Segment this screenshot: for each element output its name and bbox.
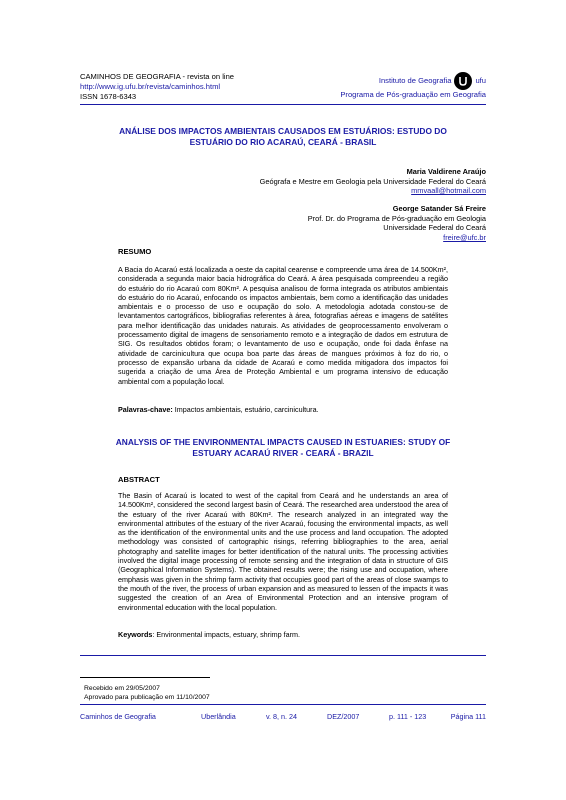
page-footer [80,712,486,724]
author-1-name: Maria Valdirene Araújo [406,167,486,176]
title-en-line1: ANALYSIS OF THE ENVIRONMENTAL IMPACTS CAUSED IN ESTUARIES: STUDY OF [115,437,451,447]
footer-city: Uberlândia [201,712,236,721]
resumo-heading: RESUMO [118,247,152,256]
keywords-pt: Impactos ambientais, estuário, carcinicultura. [174,405,319,414]
author-2-email-link[interactable]: freire@ufc.br [443,232,486,242]
author-1 [260,167,486,196]
title-english [80,437,486,459]
author-2 [308,204,486,242]
logo-text: ufu [475,76,486,85]
institute-row [340,72,486,90]
footer-volume: v. 8, n. 24 [266,712,298,721]
abstract-keywords [118,630,448,639]
journal-url-link[interactable]: http://www.ig.ufu.br/revista/caminhos.html [80,82,221,91]
approved-date: Aprovado para publicação em 11/10/2007 [84,694,210,701]
resumo-keywords [118,405,448,414]
author-2-affiliation-line2: Universidade Federal do Ceará [383,223,486,233]
abstract-text: The Basin of Acaraú is located to west of the capital from Ceará and he understands an area of 14.500Km², considered the second largest basin of Ceará. The researched area understood the area of the estuary of the river Acaraú with 80Km². The research analyzed in an integrated way the environmental attributes of the estuary of the river Acaraú, focusing the environmental impacts, as well as the identification of the environmental units and the use process and land occupation. The adopted methodology was consisted of cartographic risings, referring bibliographies to the area, aerial photography and satellite images for better identification of the natural units. The processing activities involved the digital image processing of remote sensing and the integration of data in structure of GIS (Geographical Information Systems). The obtained results were; the rising use and occupation, where emphasis was given in the shrimp farm activity that occupies good part of the areas of close swamps to the mouth of the river, the process of urban expansion and as measured to lessen of the impacts it was suggested the creation of an Area of Environmental Protection and an intensive program of environmental education with the local population. [118,491,448,612]
keywords-label-en: Keywords [118,630,153,639]
footer-divider [80,704,486,705]
journal-header [80,72,234,102]
footer-date: DEZ/2007 [327,712,360,721]
author-2-name: George Satander Sá Freire [392,204,486,213]
abstract-heading: ABSTRACT [118,475,160,484]
resumo-text: A Bacia do Acaraú está localizada a oeste da capital cearense e compreende uma área de 14.500Km², considerada a segunda maior bacia hidrográfica do Ceará. A área pesquisada compreendeu a região do estuário do rio Acaraú com 80Km². A pesquisa analisou de forma integrada os atributos ambientais do estuário do rio Acaraú, enfocando os impactos ambientais, bem como a identificação das unidades ambientais e o processo de uso e ocupação do solo. A metodologia adotada constou-se de levantamentos cartográficos, bibliografias referentes à área, fotografias aéreas e imagens de satélites para melhor identificação das unidades naturais. As atividades de geoprocessamento envolveram o processamento digital de imagens de sensoriamento remoto e a integração de dados em estrutura de SIG. Os resultados obtidos foram; o levantamento de uso e ocupação, onde foi dada ênfase na atividade de carcinicultura que ocupa boa parte das áreas de mangues próximos à foz do rio, o processo de expansão urbana da cidade de Acaraú e como medida mitigadora dos impactos foi sugerida a criação de uma Área de Proteção Ambiental e um programa intensivo de educação ambiental com a população local. [118,265,448,386]
author-1-affiliation: Geógrafa e Mestre em Geologia pela Universidade Federal do Ceará [259,176,486,186]
issn: ISSN 1678-6343 [80,92,137,101]
author-1-email-link[interactable]: mmvaall@hotmail.com [411,186,486,196]
header-divider [80,104,486,105]
author-2-affiliation-line1: Prof. Dr. do Programa de Pós-graduação em Geologia [307,213,486,223]
section-divider [80,655,486,656]
title-portuguese [80,126,486,148]
footnote-rule [80,677,210,678]
footnotes [84,684,210,702]
footer-journal: Caminhos de Geografia [80,712,156,721]
keywords-label-pt: Palavras-chave: [118,405,173,414]
received-date: Recebido em 29/05/2007 [84,685,160,692]
title-pt-line2: ESTUÁRIO DO RIO ACARAÚ, CEARÁ - BRASIL [189,137,377,147]
footer-pages: p. 111 - 123 [389,712,427,721]
footer-page-number: Página 111 [450,712,486,721]
ufu-logo-icon [454,72,472,90]
institution-header [340,72,486,100]
title-pt-line1: ANÁLISE DOS IMPACTOS AMBIENTAIS CAUSADOS EM ESTUÁRIOS: ESTUDO DO [119,126,447,136]
keywords-en: : Environmental impacts, estuary, shrimp farm. [152,630,301,639]
program-name: Programa de Pós-graduação em Geografia [340,90,486,99]
title-en-line2: ESTUARY ACARAÚ RIVER - CEARÁ - BRAZIL [192,448,374,458]
institute-name: Instituto de Geografia [378,76,452,85]
journal-name: CAMINHOS DE GEOGRAFIA - revista on line [80,72,235,81]
